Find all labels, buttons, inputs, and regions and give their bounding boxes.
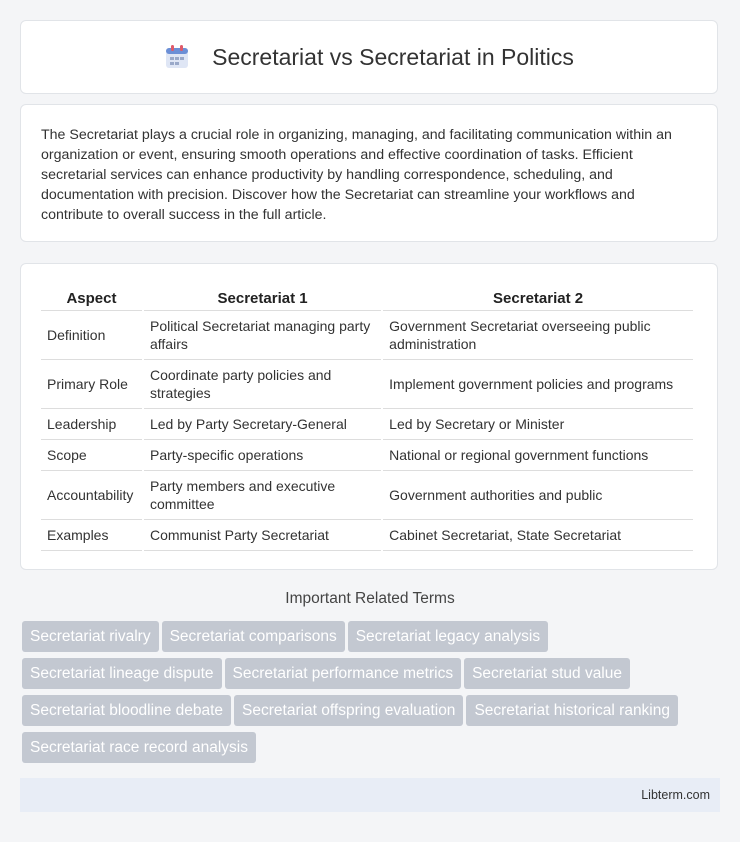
table-cell: Led by Secretary or Minister — [383, 409, 693, 440]
table-cell: Primary Role — [41, 360, 142, 409]
comparison-card — [20, 263, 718, 570]
table-row — [41, 440, 693, 471]
related-term-tag[interactable]: Secretariat stud value — [464, 658, 630, 689]
table-cell: Examples — [41, 520, 142, 551]
related-term-tag[interactable]: Secretariat legacy analysis — [348, 621, 548, 652]
comparison-table — [39, 284, 695, 551]
footer-site-link[interactable]: Libterm.com — [641, 788, 710, 802]
related-terms-title: Important Related Terms — [285, 590, 455, 607]
related-term-tag[interactable]: Secretariat historical ranking — [466, 695, 678, 726]
table-row — [41, 520, 693, 551]
related-term-tag[interactable]: Secretariat race record analysis — [22, 732, 256, 763]
table-cell: National or regional government functions — [383, 440, 693, 471]
column-header: Secretariat 1 — [144, 284, 381, 311]
table-cell: Government authorities and public — [383, 471, 693, 520]
intro-text: The Secretariat plays a crucial role in organizing, managing, and facilitating communication within an organization or event, ensuring smooth operations and effective coordination of tasks. Efficient secretarial services can enhance productivity by handling correspondence, scheduling, and documentation with precision. Discover how the Secretariat can streamline your workflows and contribute to overall success in the full article. — [41, 127, 672, 223]
related-term-tag[interactable]: Secretariat rivalry — [22, 621, 159, 652]
table-cell: Party-specific operations — [144, 440, 381, 471]
header-card — [20, 20, 718, 94]
related-term-tag[interactable]: Secretariat lineage dispute — [22, 658, 222, 689]
related-terms-list — [22, 621, 722, 769]
table-cell: Coordinate party policies and strategies — [144, 360, 381, 409]
table-cell: Leadership — [41, 409, 142, 440]
table-cell: Communist Party Secretariat — [144, 520, 381, 551]
page-title: Secretariat vs Secretariat in Politics — [212, 43, 574, 70]
table-row — [41, 311, 693, 360]
related-term-tag[interactable]: Secretariat performance metrics — [225, 658, 462, 689]
table-cell: Accountability — [41, 471, 142, 520]
related-term-tag[interactable]: Secretariat bloodline debate — [22, 695, 231, 726]
related-term-tag[interactable]: Secretariat comparisons — [162, 621, 345, 652]
table-cell: Political Secretariat managing party affairs — [144, 311, 381, 360]
table-cell: Cabinet Secretariat, State Secretariat — [383, 520, 693, 551]
table-row — [41, 409, 693, 440]
table-header-row — [41, 284, 693, 311]
table-cell: Scope — [41, 440, 142, 471]
table-cell: Government Secretariat overseeing public administration — [383, 311, 693, 360]
calendar-icon — [164, 44, 190, 70]
table-row — [41, 360, 693, 409]
table-cell: Definition — [41, 311, 142, 360]
table-cell: Implement government policies and programs — [383, 360, 693, 409]
column-header: Secretariat 2 — [383, 284, 693, 311]
footer — [20, 778, 720, 812]
related-term-tag[interactable]: Secretariat offspring evaluation — [234, 695, 463, 726]
table-cell: Party members and executive committee — [144, 471, 381, 520]
table-cell: Led by Party Secretary-General — [144, 409, 381, 440]
column-header: Aspect — [41, 284, 142, 311]
intro-card — [20, 104, 718, 242]
table-row — [41, 471, 693, 520]
